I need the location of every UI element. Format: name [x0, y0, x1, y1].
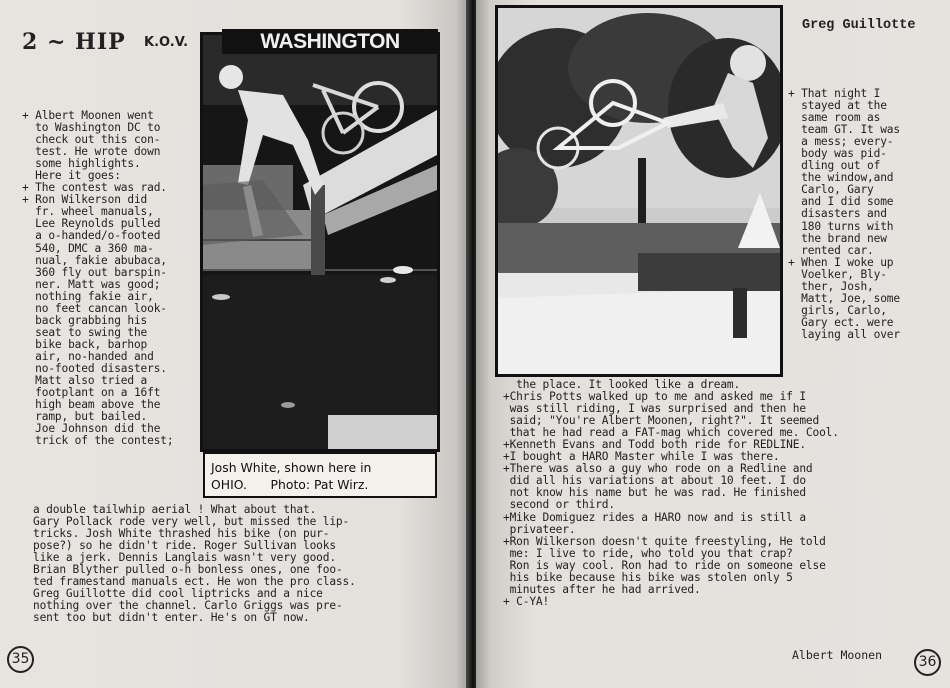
- text-line: 540, DMC a 360 ma-: [22, 241, 154, 255]
- text-line: rented car.: [788, 243, 874, 257]
- text-line: Here it goes:: [22, 169, 121, 183]
- text-line: back grabbing his: [22, 313, 148, 327]
- text-line: team GT. It was: [788, 123, 900, 137]
- text-line: Gary ect. were: [788, 315, 894, 329]
- text-line: was still riding, I was surprised and then he: [503, 402, 806, 416]
- text-line: said; "You're Albert Moonen, right?". It seemed: [503, 414, 820, 428]
- text-line: ner. Matt was good;: [22, 277, 161, 291]
- section-banner: WASHINGTON: [222, 29, 438, 54]
- text-line: + Albert Moonen went: [22, 109, 154, 122]
- left-page: [0, 0, 470, 688]
- article-column-right-narrow: [788, 88, 948, 341]
- text-line: stayed at the: [788, 99, 887, 113]
- text-line: ramp, but bailed.: [22, 410, 148, 424]
- text-line: ted framestand manuals ect. He won the pro class.: [33, 575, 356, 589]
- section-subtitle: K.O.V.: [144, 35, 189, 50]
- text-line: a double tailwhip aerial ! What about that.: [33, 503, 317, 516]
- text-line: nothing fakie air,: [22, 289, 154, 303]
- text-line: the window,and: [788, 171, 894, 185]
- photo-credit-byline: Greg Guillotte: [802, 18, 916, 33]
- text-line: + C-YA!: [503, 594, 550, 608]
- text-line: laying all over: [788, 327, 900, 341]
- text-line: tricks. Josh White thrashed his bike (on pur-: [33, 527, 330, 541]
- text-line: + That night I: [788, 87, 881, 100]
- text-line: + When I woke up: [788, 255, 894, 269]
- text-line: Brian Blyther pulled o-h bonless ones, one foo-: [33, 563, 343, 577]
- author-signature: Albert Moonen: [792, 648, 883, 662]
- photo-josh-white-image: [203, 35, 437, 449]
- text-line: +I bought a HARO Master while I was there.: [503, 450, 780, 464]
- text-line: Lee Reynolds pulled: [22, 217, 161, 231]
- photo-caption: [203, 452, 437, 498]
- text-line: +Chris Potts walked up to me and asked me if I: [503, 390, 806, 404]
- text-line: privateer.: [503, 522, 576, 536]
- photo-greg-guillotte-image: [498, 8, 780, 374]
- text-line: trick of the contest;: [22, 434, 174, 448]
- text-line: second or third.: [503, 498, 615, 512]
- text-line: minutes after he had arrived.: [503, 582, 701, 596]
- page-number-left: 35: [7, 646, 34, 673]
- text-line: seat to swing the: [22, 325, 148, 339]
- text-line: test. He wrote down: [22, 145, 161, 159]
- text-line: not know his name but he was rad. He finished: [503, 486, 806, 500]
- text-line: disasters and: [788, 207, 887, 221]
- text-line: 180 turns with: [788, 219, 894, 233]
- caption-line: Josh White, shown here in: [211, 460, 372, 475]
- text-line: Greg Guillotte did cool liptricks and a nice: [33, 587, 323, 601]
- article-column-left-narrow: [22, 110, 202, 447]
- text-line: check out this con-: [22, 133, 161, 147]
- text-line: the brand new: [788, 231, 887, 245]
- text-line: footplant on a 16ft: [22, 386, 161, 400]
- text-line: some highlights.: [22, 157, 141, 171]
- text-line: like a jerk. Dennis Langlais wasn't very good.: [33, 551, 336, 565]
- text-line: air, no-handed and: [22, 349, 154, 363]
- text-line: that he had read a FAT-mag which covered me. Cool.: [503, 426, 839, 440]
- photo-greg-guillotte: [495, 5, 783, 377]
- text-line: Joe Johnson did the: [22, 422, 161, 436]
- text-line: the place. It looked like a dream.: [503, 378, 741, 391]
- text-line: ther, Josh,: [788, 279, 874, 293]
- text-line: nothing over the channel. Carlo Griggs was pre-: [33, 599, 343, 613]
- text-line: Gary Pollack rode very well, but missed the lip-: [33, 515, 350, 529]
- page-number-right: 36: [914, 649, 941, 676]
- text-line: Carlo, Gary: [788, 183, 874, 197]
- text-line: body was pid-: [788, 147, 887, 161]
- text-line: Matt, Joe, some: [788, 291, 900, 305]
- text-line: his bike because his bike was stolen only 5: [503, 570, 793, 584]
- text-line: a mess; every-: [788, 135, 894, 149]
- text-line: 360 fly out barspin-: [22, 265, 167, 279]
- photo-josh-white: [200, 32, 440, 452]
- text-line: pose?) so he didn't ride. Roger Sullivan looks: [33, 539, 336, 553]
- text-line: high beam above the: [22, 398, 161, 412]
- text-line: girls, Carlo,: [788, 303, 887, 317]
- text-line: and I did some: [788, 195, 894, 209]
- caption-line: OHIO. Photo: Pat Wirz.: [211, 477, 369, 492]
- text-line: bike back, barhop: [22, 337, 148, 351]
- text-line: same room as: [788, 111, 881, 125]
- section-title: 2 ~ HIP: [22, 29, 126, 55]
- text-line: Matt also tried a: [22, 374, 148, 388]
- article-column-left-wide: [33, 504, 453, 624]
- text-line: + The contest was rad.: [22, 181, 167, 195]
- text-line: +Ron Wilkerson doesn't quite freestyling, He told: [503, 534, 826, 548]
- text-line: fr. wheel manuals,: [22, 205, 154, 219]
- text-line: dling out of: [788, 159, 881, 173]
- text-line: + Ron Wilkerson did: [22, 193, 148, 207]
- text-line: Ron is way cool. Ron had to ride on someone else: [503, 558, 826, 572]
- text-line: Voelker, Bly-: [788, 267, 887, 281]
- text-line: +Mike Domiguez rides a HARO now and is still a: [503, 510, 806, 524]
- text-line: +Kenneth Evans and Todd both ride for REDLINE.: [503, 438, 806, 452]
- text-line: did all his variations at about 10 feet. I do: [503, 474, 806, 488]
- text-line: +There was also a guy who rode on a Redline and: [503, 462, 813, 476]
- text-line: no feet cancan look-: [22, 301, 167, 315]
- text-line: me: I live to ride, who told you that crap?: [503, 546, 793, 560]
- article-column-right-wide: [503, 379, 943, 608]
- text-line: no-footed disasters.: [22, 361, 167, 375]
- text-line: to Washington DC to: [22, 121, 161, 135]
- text-line: a o-handed/o-footed: [22, 229, 161, 243]
- text-line: sent too but didn't enter. He's on GT now.: [33, 611, 310, 625]
- text-line: nual, fakie abubaca,: [22, 253, 167, 267]
